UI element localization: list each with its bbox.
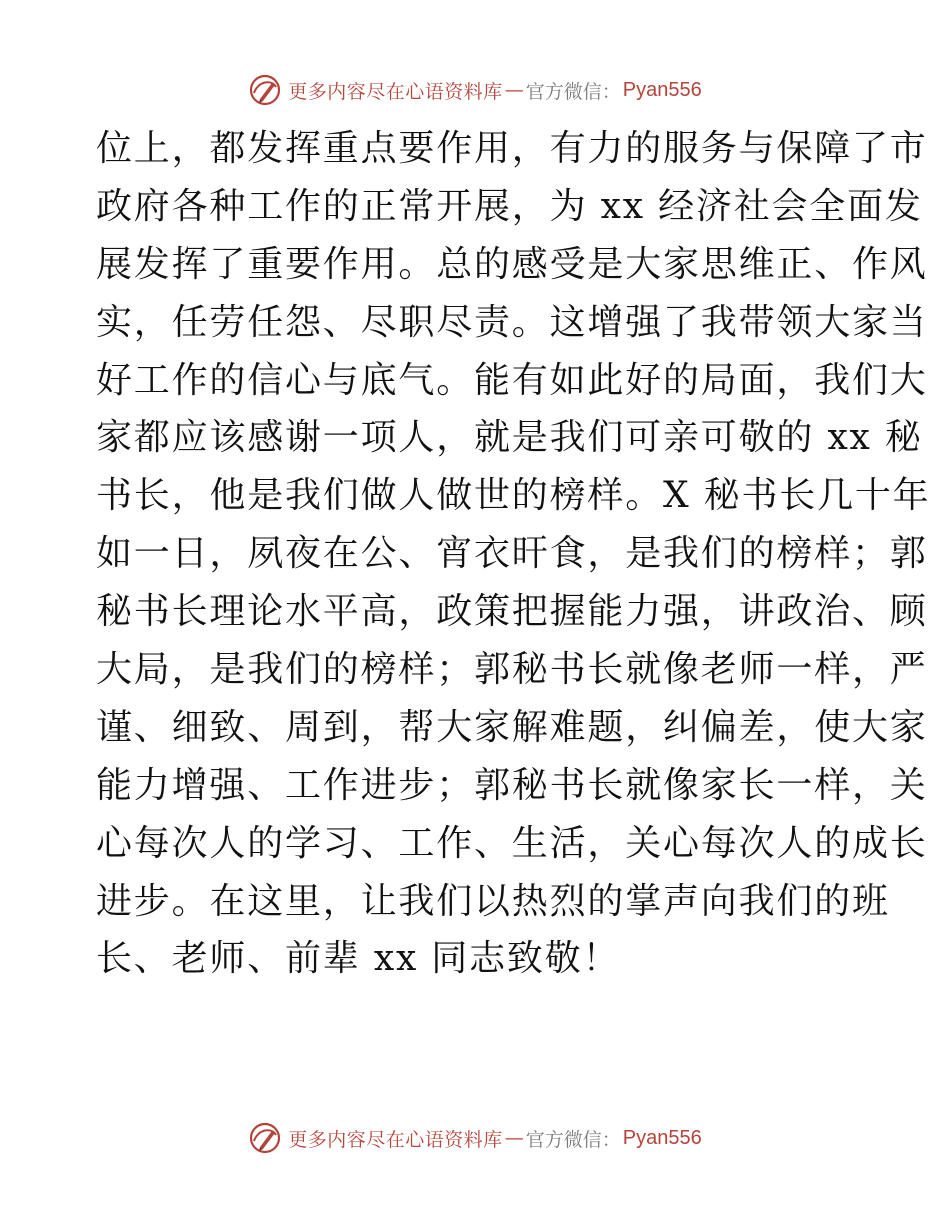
footer-banner (0, 1118, 950, 1158)
text-line: 谨、细致、周到，帮大家解难题，纠偏差，使大家 (96, 706, 928, 748)
pen-swirl-logo-icon (248, 1121, 282, 1155)
body-text (96, 120, 931, 988)
text-line: 书长，他是我们做人做世的榜样。X 秘书长几十年 (96, 475, 931, 517)
text-line: 政府各种工作的正常开展，为 xx 经济社会全面发 (96, 185, 923, 227)
footer-banner-wechat: 官方微信： (525, 1128, 621, 1151)
header-banner-dash: — (504, 79, 524, 101)
text-line: 展发挥了重要作用。总的感受是大家思维正、作风 (96, 243, 928, 285)
text-line: 心每次人的学习、工作、生活，关心每次人的成长 (96, 822, 928, 864)
footer-banner-handle: Pyan556 (622, 1126, 702, 1149)
text-line: 长、老师、前辈 xx 同志致敬！ (96, 938, 621, 980)
text-line: 如一日，夙夜在公、宵衣旰食，是我们的榜样；郭 (96, 533, 928, 575)
text-line: 进步。在这里，让我们以热烈的掌声向我们的班 (96, 880, 890, 922)
footer-banner-label: 更多内容尽在心语资料库 (288, 1128, 503, 1151)
pen-swirl-logo-icon (248, 73, 282, 107)
text-line: 实，任劳任怨、尽职尽责。这增强了我带领大家当 (96, 301, 928, 343)
header-banner-label: 更多内容尽在心语资料库 (288, 80, 503, 103)
text-line: 秘书长理论水平高，政策把握能力强，讲政治、顾 (96, 591, 928, 633)
header-banner-handle: Pyan556 (622, 78, 702, 101)
header-banner-wechat: 官方微信： (525, 80, 621, 103)
text-line: 能力增强、工作进步；郭秘书长就像家长一样，关 (96, 764, 928, 806)
text-line: 大局，是我们的榜样；郭秘书长就像老师一样，严 (96, 649, 928, 691)
text-line: 位上，都发挥重点要作用，有力的服务与保障了市 (96, 128, 928, 169)
header-banner (0, 70, 950, 110)
footer-banner-dash: — (504, 1127, 524, 1149)
text-line: 好工作的信心与底气。能有如此好的局面，我们大 (96, 359, 928, 401)
text-line: 家都应该感谢一项人，就是我们可亲可敬的 xx 秘 (96, 417, 923, 459)
